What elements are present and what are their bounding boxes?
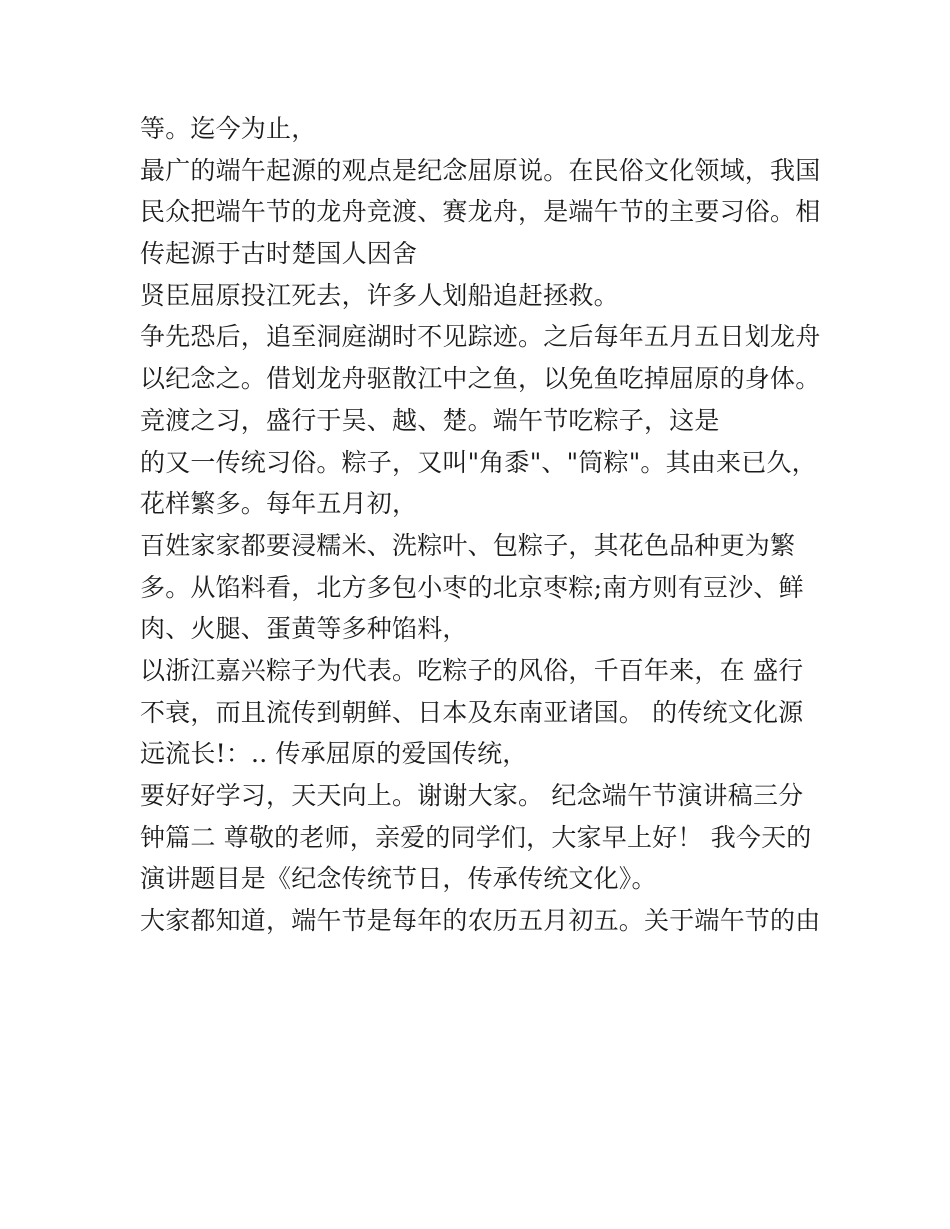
text-line: 民众把端午节的龙舟竞渡、赛龙舟，是端午节的主要习俗。相 [140,197,821,227]
text-line: 远流长!：.. 传承屈原的爱国传统， [140,739,528,769]
text-line: 多。从馅料看，北方多包小枣的北京枣粽;南方则有豆沙、鲜 [140,572,804,602]
text-line: 演讲题目是《纪念传统节日，传承传统文化》。 [140,864,657,894]
text-line: 以纪念之。借划龙舟驱散江中之鱼，以免鱼吃掉屈原的身体。 [140,364,821,394]
text-line: 的又一传统习俗。粽子，又叫"角黍"、"筒粽"。其由来已久， [140,447,817,477]
text-line: 要好好学习，天天向上。谢谢大家。 纪念端午节演讲稿三分 [140,781,804,810]
text-line: 传起源于古时楚国人因舍 [140,239,418,269]
text-line: 大家都知道，端午节是每年的农历五月初五。关于端午节的由 [140,906,821,936]
document-body [140,108,820,942]
text-line: 等。迄今为止， [140,114,317,143]
text-line: 贤臣屈原投江死去，许多人划船追赶拯救。 [140,280,619,310]
text-line: 肉、火腿、蛋黄等多种馅料， [140,614,468,644]
text-line: 竞渡之习，盛行于吴、越、楚。端午节吃粽子，这是 [140,405,720,435]
text-line: 钟篇二 尊敬的老师，亲爱的同学们，大家早上好！ 我今天的 [140,822,812,852]
text-line: 不衰，而且流传到朝鲜、日本及东南亚诸国。 的传统文化源 [140,697,804,727]
text-line: 最广的端午起源的观点是纪念屈原说。在民俗文化领域，我国 [140,155,821,185]
text-line: 花样繁多。每年五月初， [140,489,418,519]
text-line: 百姓家家都要浸糯米、洗粽叶、包粽子，其花色品种更为繁 [140,530,796,560]
text-line: 争先恐后，追至洞庭湖时不见踪迹。之后每年五月五日划龙舟 [140,322,821,352]
text-line: 以浙江嘉兴粽子为代表。吃粽子的风俗，千百年来，在 盛行 [140,655,804,685]
